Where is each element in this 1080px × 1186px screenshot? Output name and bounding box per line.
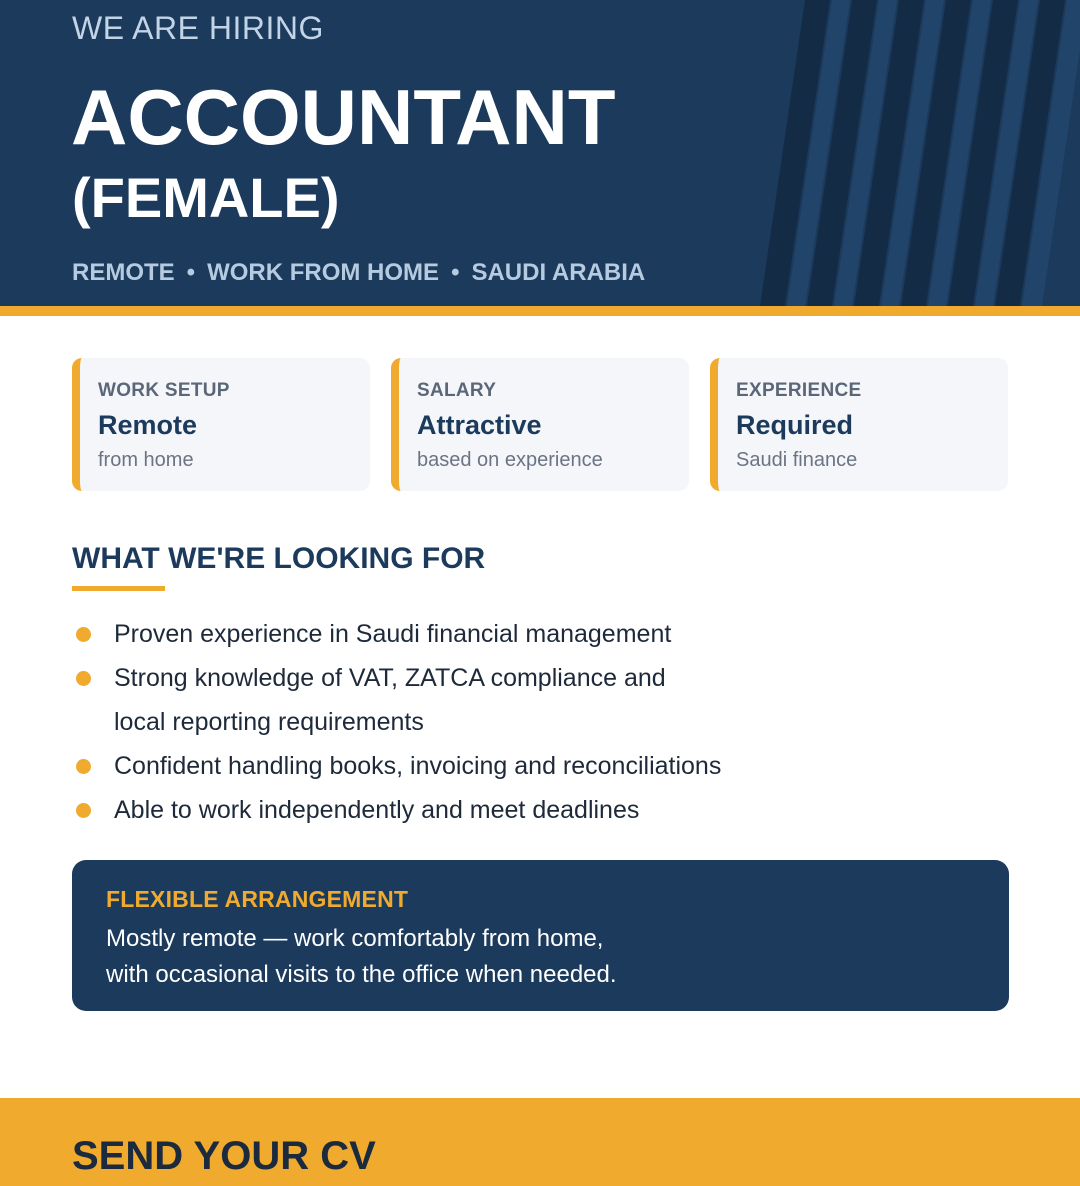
list-item (72, 744, 792, 788)
card-label: WORK SETUP (98, 380, 230, 401)
job-tags (72, 259, 645, 287)
bullet-dot-icon (76, 627, 91, 642)
card-label: EXPERIENCE (736, 380, 862, 401)
job-subtitle: (FEMALE) (72, 166, 340, 229)
tag-location: SAUDI ARABIA (471, 259, 646, 286)
bullet-dot-icon (76, 803, 91, 818)
list-item (72, 612, 792, 656)
flexible-description (106, 921, 1009, 993)
flexible-line-2: with occasional visits to the office when needed. (106, 961, 617, 988)
card-work-setup (72, 358, 370, 491)
hero-accent-rule (0, 306, 1080, 316)
list-item (72, 788, 792, 832)
card-experience (710, 358, 1008, 491)
card-value: Required (736, 410, 854, 440)
tag-separator: • (186, 259, 196, 286)
list-item (72, 656, 714, 744)
requirement-text: Able to work independently and meet deadlines (114, 796, 640, 824)
requirements-title-underline (72, 586, 165, 591)
hiring-kicker: WE ARE HIRING (72, 10, 324, 46)
requirement-text: Proven experience in Saudi financial management (114, 620, 672, 648)
job-title: ACCOUNTANT (71, 73, 616, 161)
tag-work-from-home: WORK FROM HOME (207, 259, 440, 286)
requirements-title: WHAT WE'RE LOOKING FOR (72, 542, 486, 575)
card-salary (391, 358, 689, 491)
requirement-text: Strong knowledge of VAT, ZATCA compliance and local reporting requirements (114, 664, 666, 736)
flexible-line-1: Mostly remote — work comfortably from home, (106, 925, 604, 952)
card-note: from home (98, 449, 194, 471)
cta-title: SEND YOUR CV (72, 1134, 376, 1178)
cta-banner (0, 1098, 1080, 1186)
card-note: Saudi finance (736, 449, 858, 471)
requirement-text: Confident handling books, invoicing and reconciliations (114, 752, 722, 780)
bullet-dot-icon (76, 671, 91, 686)
tag-separator: • (451, 259, 460, 286)
card-value: Remote (98, 410, 198, 440)
bullet-dot-icon (76, 759, 91, 774)
requirements-list (72, 612, 792, 832)
card-label: SALARY (417, 380, 497, 401)
card-value: Attractive (417, 410, 542, 440)
flexible-title: FLEXIBLE ARRANGEMENT (106, 886, 409, 912)
flexible-arrangement-panel (72, 860, 1009, 1011)
card-note: based on experience (417, 449, 603, 471)
hero-banner (0, 0, 1080, 306)
tag-remote: REMOTE (72, 259, 175, 286)
